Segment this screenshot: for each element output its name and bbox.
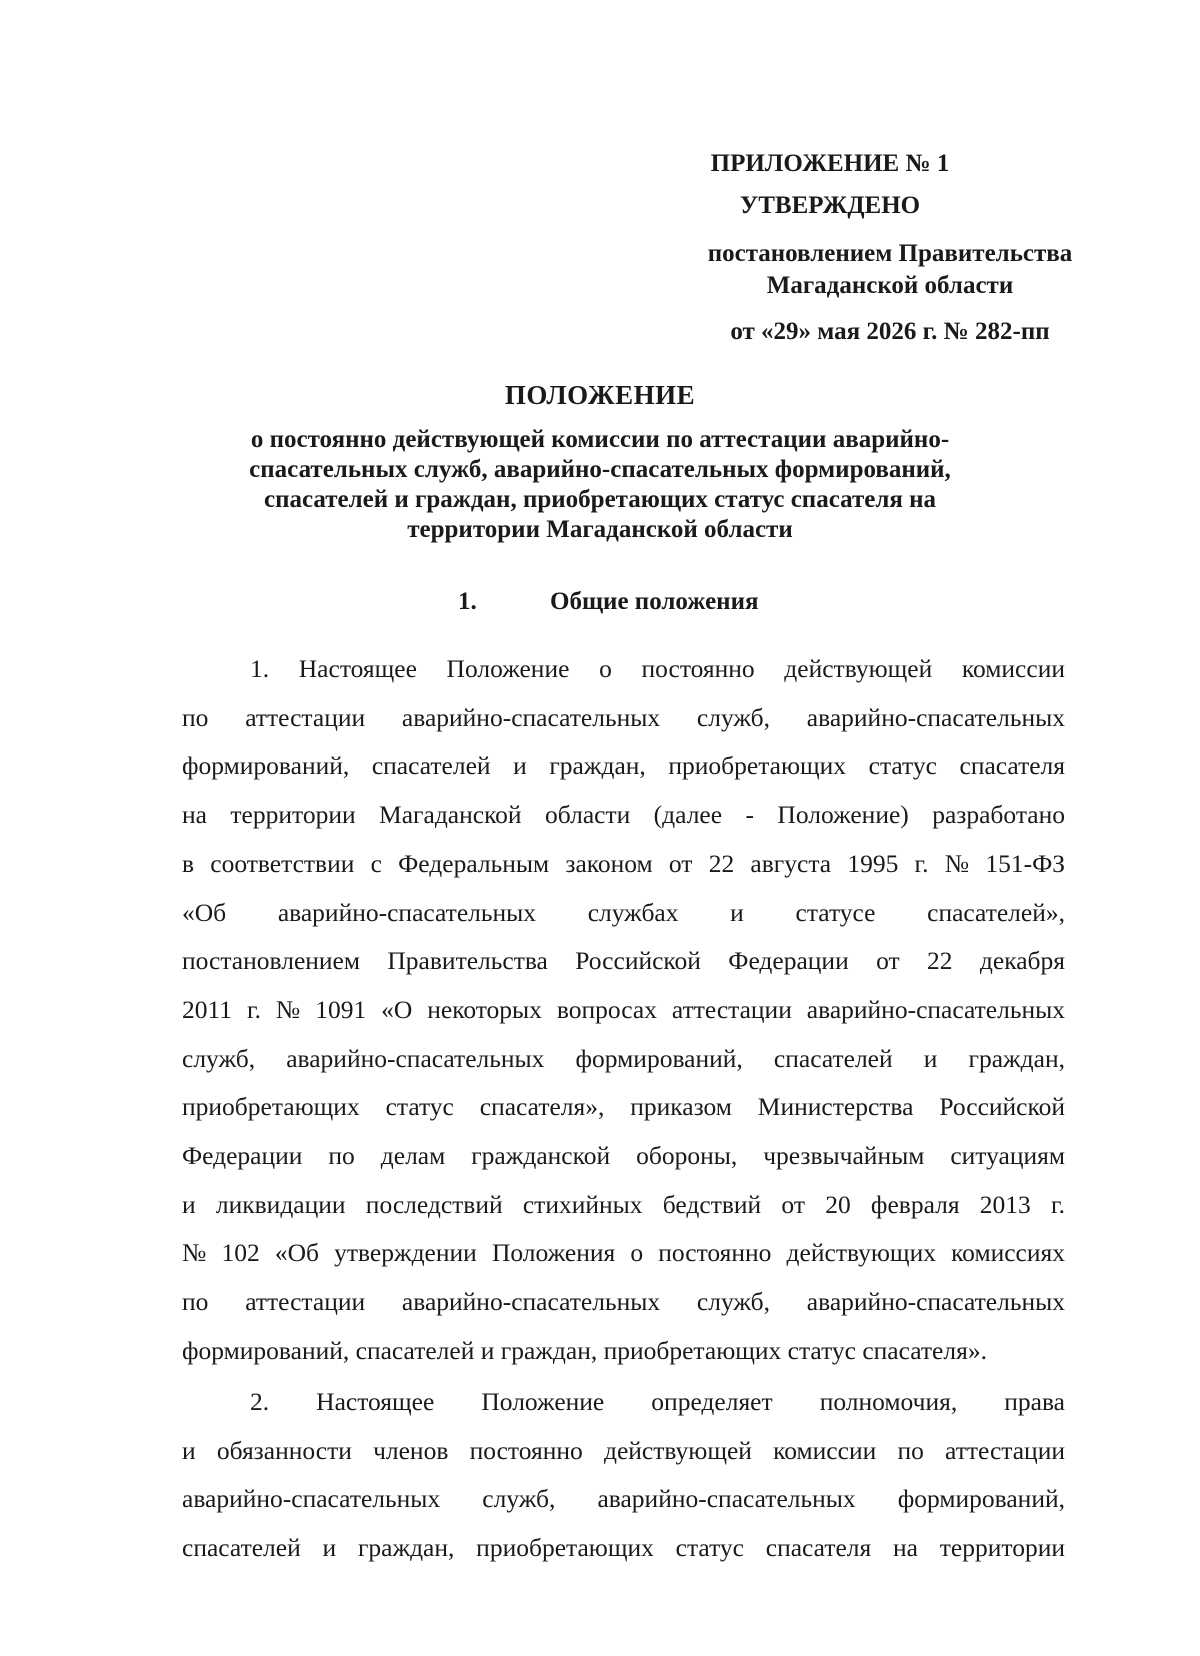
- paragraph-line: 2. Настоящее Положение определяет полномочия, права: [250, 1387, 1065, 1416]
- paragraph-line: по аттестации аварийно-спасательных служб, аварийно-спасательных: [182, 702, 1065, 732]
- decree-date: от «29» мая 2026 г. № 282-пп: [730, 318, 1050, 345]
- paragraph-line: и ликвидации последствий стихийных бедствий от 20 февраля 2013 г.: [182, 1189, 1065, 1219]
- paragraph-line: приобретающих статус спасателя», приказом Министерства Российской: [182, 1092, 1065, 1122]
- paragraph-2: [182, 1378, 1065, 1573]
- decree-reference-line-2: Магаданской области: [766, 272, 1014, 299]
- paragraph-line: 2011 г. № 1091 «О некоторых вопросах аттестации аварийно-спасательных: [182, 994, 1065, 1024]
- paragraph-line: в соответствии с Федеральным законом от 22 августа 1995 г. № 151-ФЗ: [182, 848, 1065, 878]
- section-title: Общие положения: [550, 588, 759, 615]
- paragraph-line: 1. Настоящее Положение о постоянно действующей комиссии: [250, 654, 1065, 683]
- document-subtitle: [170, 425, 1030, 545]
- approved-label: УТВЕРЖДЕНО: [739, 192, 921, 219]
- document-title: ПОЛОЖЕНИЕ: [504, 380, 696, 410]
- subtitle-line: спасателей и граждан, приобретающих статус спасателя на: [263, 486, 937, 513]
- paragraph-line: «Об аварийно-спасательных службах и статусе спасателей»,: [182, 897, 1065, 927]
- paragraph-line: формирований, спасателей и граждан, приобретающих статус спасателя: [182, 751, 1065, 781]
- paragraph-line: по аттестации аварийно-спасательных служб, аварийно-спасательных: [182, 1287, 1065, 1317]
- section-number: 1.: [458, 588, 477, 615]
- decree-reference-line-1: постановлением Правительства: [707, 240, 1073, 267]
- paragraph-1: [182, 645, 1065, 1376]
- paragraph-line: служб, аварийно-спасательных формирований, спасателей и граждан,: [182, 1043, 1065, 1073]
- paragraph-line: и обязанности членов постоянно действующей комиссии по аттестации: [182, 1435, 1065, 1465]
- subtitle-line: о постоянно действующей комиссии по аттестации аварийно-: [250, 426, 950, 453]
- paragraph-line: постановлением Правительства Российской Федерации от 22 декабря: [182, 946, 1065, 976]
- paragraph-line: на территории Магаданской области (далее - Положение) разработано: [182, 800, 1065, 830]
- subtitle-line: спасательных служб, аварийно-спасательных формирований,: [249, 456, 951, 483]
- paragraph-line: Федерации по делам гражданской обороны, чрезвычайным ситуациям: [182, 1141, 1065, 1171]
- paragraph-line: № 102 «Об утверждении Положения о постоянно действующих комиссиях: [182, 1238, 1065, 1268]
- paragraph-line: формирований, спасателей и граждан, приобретающих статус спасателя».: [182, 1335, 987, 1365]
- appendix-number: ПРИЛОЖЕНИЕ № 1: [710, 150, 950, 177]
- paragraph-line: спасателей и граждан, приобретающих статус спасателя на территории: [182, 1533, 1065, 1563]
- subtitle-line: территории Магаданской области: [407, 516, 793, 543]
- paragraph-line: аварийно-спасательных служб, аварийно-спасательных формирований,: [182, 1484, 1065, 1514]
